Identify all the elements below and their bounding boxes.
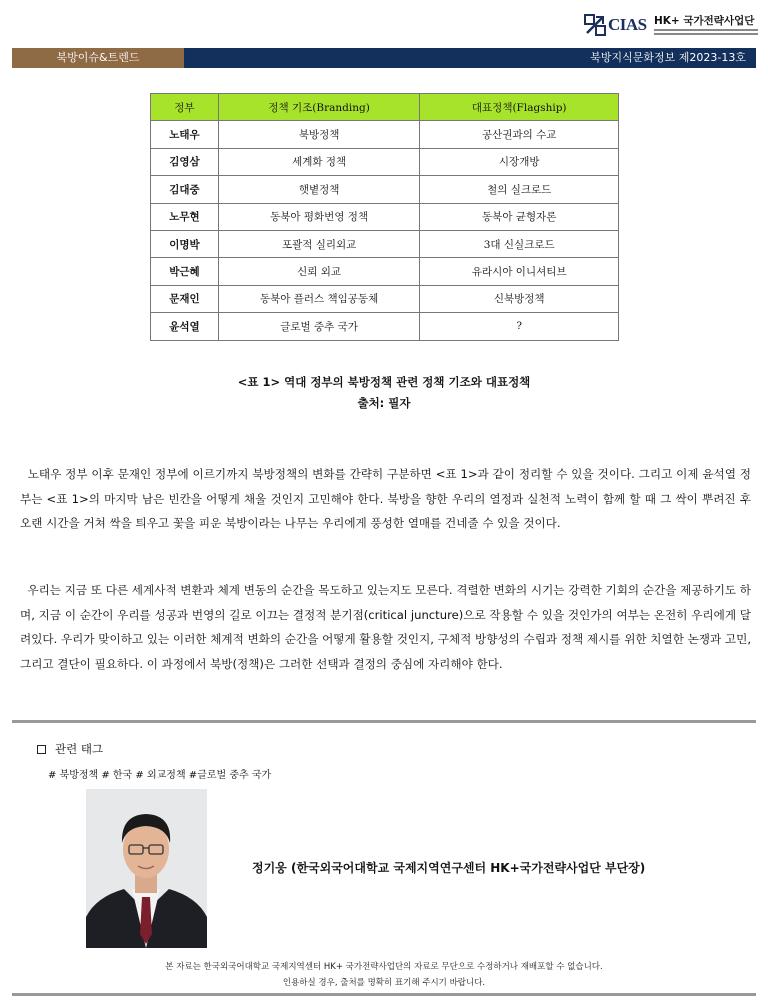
- branding-cell: 포괄적 실리외교: [218, 230, 420, 257]
- column-header: 정부: [151, 94, 219, 121]
- table-row: [151, 121, 619, 148]
- table-row: [151, 148, 619, 175]
- government-cell: 박근혜: [151, 258, 219, 285]
- flagship-cell: 공산권과의 수교: [420, 121, 619, 148]
- paragraph-1-text: 노태우 정부 이후 문재인 정부에 이르기까지 북방정책의 변화를 간략히 구분하면 <표 1>과 같이 정리할 수 있을 것이다. 그리고 이제 윤석열 정부는 <표 1>의 마지막 남은 빈칸을 어떻게 채울 것인지 고민해야 한다. 북방을 향한 우리의 열정과 실천적 노력이 함께 할 때 그 싹이 뿌려진 후 오랜 시간을 거쳐 싹을 틔우고 꽃을 피운 북방이라는 나무는 우리에게 풍성한 열매를 건네줄 수 있을 것이다.: [20, 467, 751, 530]
- body-paragraph-2: [20, 578, 751, 676]
- footer-line-2: 인용하실 경우, 출처를 명확히 표기해 주시기 바랍니다.: [282, 978, 486, 988]
- branding-cell: 동북아 평화번영 정책: [218, 203, 420, 230]
- flagship-cell: 철의 실크로드: [420, 176, 619, 203]
- issue-number: 북방지식문화정보 제2023-13호: [184, 48, 756, 68]
- cias-emblem-icon: [584, 14, 606, 36]
- author-name: 정기웅 (한국외국어대학교 국제지역연구센터 HK+국가전략사업단 부단장): [252, 861, 646, 875]
- logo-hk-text: HK+ 국가전략사업단: [654, 15, 755, 27]
- flagship-cell: 유라시아 이니셔티브: [420, 258, 619, 285]
- column-header: 대표정책(Flagship): [420, 94, 619, 121]
- tags-title: 관련 태그: [55, 742, 104, 756]
- footer-line-1: 본 자료는 한국외국어대학교 국제지역센터 HK+ 국가전략사업단의 자료로 무단으로 수정하거나 재배포할 수 없습니다.: [165, 962, 603, 972]
- government-cell: 김영삼: [151, 148, 219, 175]
- government-cell: 윤석열: [151, 313, 219, 340]
- flagship-cell: 동북아 균형자론: [420, 203, 619, 230]
- section-label: 북방이슈&트렌드: [12, 48, 184, 68]
- section-divider: [12, 720, 756, 723]
- flagship-cell: 시장개방: [420, 148, 619, 175]
- table-caption: [0, 372, 768, 414]
- table-row: [151, 230, 619, 257]
- table-row: [151, 313, 619, 340]
- flagship-cell: 신북방정책: [420, 285, 619, 312]
- branding-cell: 세계화 정책: [218, 148, 420, 175]
- footer-notice: [0, 959, 768, 991]
- column-header: 정책 기조(Branding): [218, 94, 420, 121]
- caption-source: 출처: 필자: [357, 396, 411, 410]
- flagship-cell: ?: [420, 313, 619, 340]
- tag-list: # 북방정책 # 한국 # 외교정책 #글로벌 중추 국가: [48, 770, 272, 781]
- footer-divider: [12, 993, 756, 996]
- branding-cell: 글로벌 중추 국가: [218, 313, 420, 340]
- branding-cell: 북방정책: [218, 121, 420, 148]
- checkbox-bullet-icon: [37, 745, 46, 754]
- logo-subtitle-lines: [654, 29, 758, 37]
- government-cell: 이명박: [151, 230, 219, 257]
- body-paragraph-1: [20, 462, 751, 536]
- table-row: [151, 203, 619, 230]
- branding-cell: 동북아 플러스 책임공동체: [218, 285, 420, 312]
- flagship-cell: 3대 신실크로드: [420, 230, 619, 257]
- logo-cias-text: CIAS: [608, 15, 647, 34]
- author-portrait-icon: [86, 789, 207, 948]
- cias-logo: [584, 10, 760, 42]
- table-row: [151, 285, 619, 312]
- policy-table: [150, 93, 619, 341]
- government-cell: 노태우: [151, 121, 219, 148]
- caption-title: <표 1> 역대 정부의 북방정책 관련 정책 기조와 대표정책: [237, 375, 531, 389]
- table-row: [151, 176, 619, 203]
- government-cell: 김대중: [151, 176, 219, 203]
- government-cell: 문재인: [151, 285, 219, 312]
- branding-cell: 햇볕정책: [218, 176, 420, 203]
- paragraph-2-text: 우리는 지금 또 다른 세계사적 변환과 체계 변동의 순간을 목도하고 있는지도 모른다. 격렬한 변화의 시기는 강력한 기회의 순간을 제공하기도 하며, 지금 이 순간이 우리를 성공과 번영의 길로 이끄는 결정적 분기점(critical juncture)으로 작용할 수 있을 것인가의 여부는 온전히 우리에게 달려있다. 우리가 맞이하고 있는 이러한 체계적 변화의 순간을 어떻게 활용할 것인지, 구체적 방향성의 수립과 정책 제시를 위한 치열한 논쟁과 고민, 그리고 결단이 필요하다. 이 과정에서 북방(정책)은 그러한 선택과 결정의 중심에 자리해야 한다.: [20, 583, 751, 671]
- branding-cell: 신뢰 외교: [218, 258, 420, 285]
- table-header-row: [151, 94, 619, 121]
- related-tags-heading: [37, 741, 103, 757]
- table-row: [151, 258, 619, 285]
- government-cell: 노무현: [151, 203, 219, 230]
- author-photo: [86, 789, 207, 948]
- header-bar: [12, 48, 756, 68]
